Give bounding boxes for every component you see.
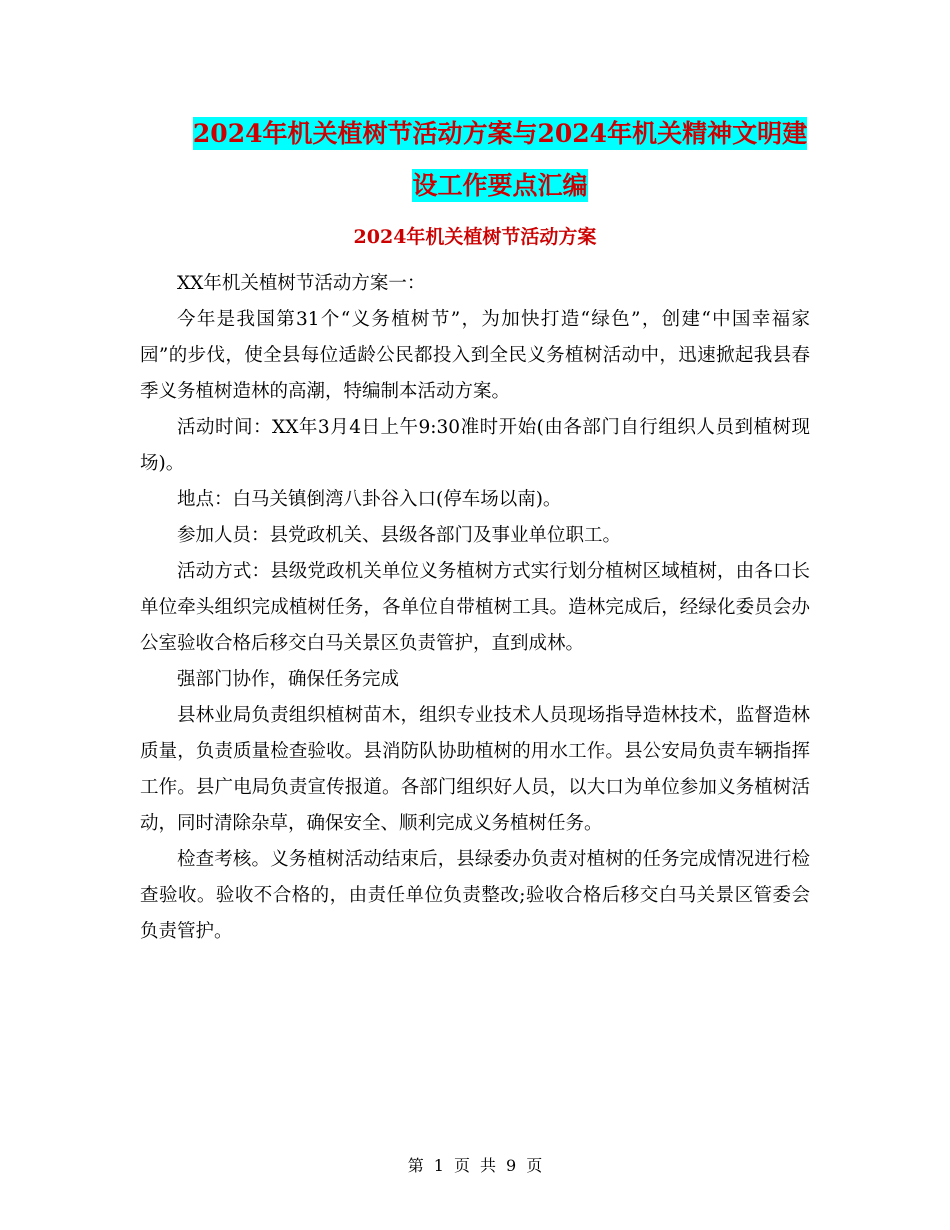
paragraph: 活动时间：XX年3月4日上午9:30准时开始(由各部门自行组织人员到植树现场)。 <box>140 417 810 474</box>
total-label-suffix: 页 <box>526 1156 543 1175</box>
document-title <box>140 108 860 212</box>
paragraph: 县林业局负责组织植树苗木，组织专业技术人员现场指导造林技术，监督造林质量，负责质量检查验收。县消防队协助植树的用水工作。县公安局负责车辆指挥工作。县广电局负责宣传报道。各部门组织好人员，以大口为单位参加义务植树活动，同时清除杂草，确保安全、顺利完成义务植树任务。 <box>140 705 810 834</box>
paragraph: XX年机关植树节活动方案一： <box>177 273 426 294</box>
page-footer <box>0 1155 950 1177</box>
document-body <box>140 266 810 950</box>
paragraph: 今年是我国第31个“义务植树节”，为加快打造“绿色”，创建“中国幸福家园”的步伐，使全县每位适龄公民都投入到全民义务植树活动中，迅速掀起我县春季义务植树造林的高潮，特编制本活动方案。 <box>140 309 810 402</box>
paragraph: 强部门协作，确保任务完成 <box>177 669 400 690</box>
paragraph: 地点：白马关镇倒湾八卦谷入口(停车场以南)。 <box>177 489 562 510</box>
total-label-prefix: 共 <box>480 1156 497 1175</box>
page-number: 1 <box>433 1156 444 1175</box>
paragraph: 检查考核。义务植树活动结束后，县绿委办负责对植树的任务完成情况进行检查验收。验收不合格的，由责任单位负责整改;验收合格后移交白马关景区管委会负责管护。 <box>140 849 810 942</box>
page-label-mid: 页 <box>453 1156 470 1175</box>
section-title: 2024年机关植树节活动方案 <box>353 226 597 248</box>
paragraph: 参加人员：县党政机关、县级各部门及事业单位职工。 <box>177 525 622 546</box>
page-label-prefix: 第 <box>407 1156 424 1175</box>
paragraph: 活动方式：县级党政机关单位义务植树方式实行划分植树区域植树，由各口长单位牵头组织完成植树任务，各单位自带植树工具。造林完成后，经绿化委员会办公室验收合格后移交白马关景区负责管护，直到成林。 <box>140 561 810 654</box>
document-title-line-1: 2024年机关植树节活动方案与2024年机关精神文明建 <box>192 119 808 148</box>
document-title-line-2: 设工作要点汇编 <box>412 171 588 200</box>
total-pages: 9 <box>506 1156 517 1175</box>
